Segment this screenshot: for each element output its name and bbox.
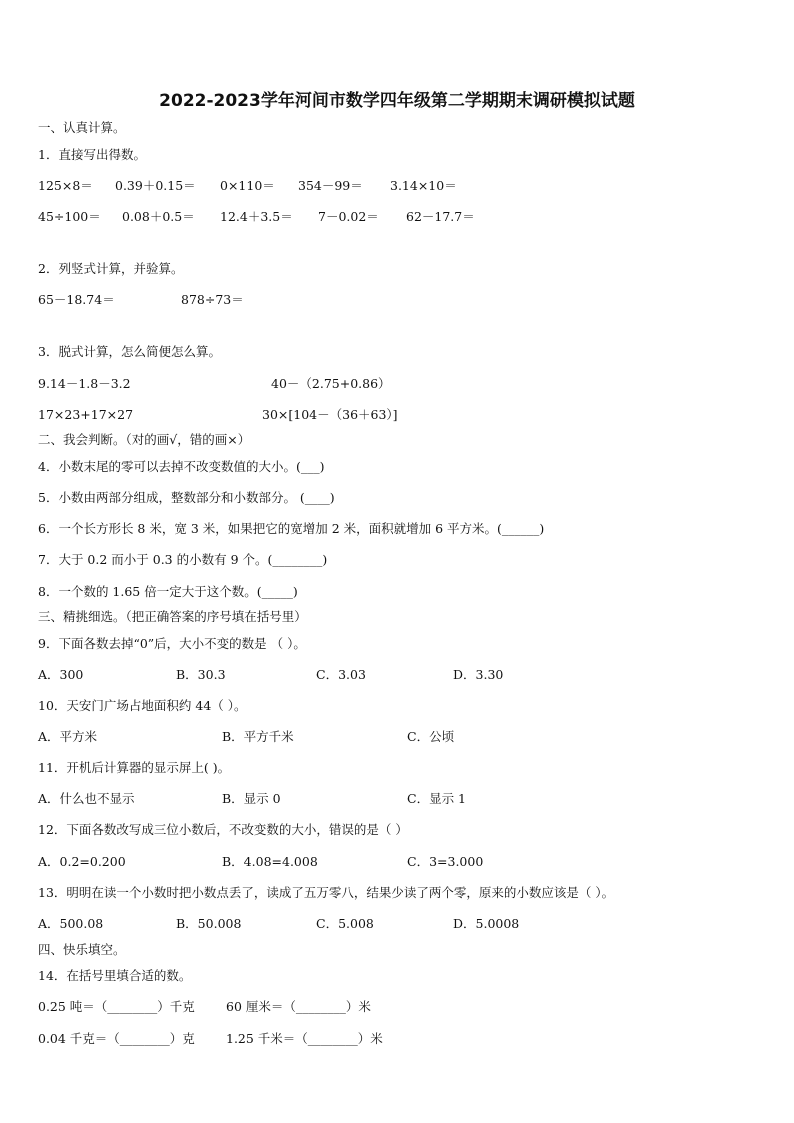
option-c: C．3=3.000 (407, 854, 484, 869)
q14-item: 0.25 吨＝（________）千克 (38, 999, 195, 1014)
q3-item: 17×23+17×27 (38, 407, 134, 422)
q14-item: 60 厘米＝（________）米 (226, 999, 371, 1014)
q1-item: 12.4＋3.5＝ (220, 209, 293, 224)
section-1-heading: 一、认真计算。 (38, 120, 126, 135)
q1-item: 0×110＝ (220, 178, 275, 193)
judge-question: 6．一个长方形长 8 米，宽 3 米，如果把它的宽增加 2 米，面积就增加 6 平方米。(______) (38, 521, 545, 536)
q13-stem: 13．明明在读一个小数时把小数点丢了，读成了五万零八，结果少读了两个零，原来的小数应该是（ ）。 (38, 885, 615, 900)
option-c: C．5.008 (316, 916, 374, 931)
option-a: A．平方米 (38, 729, 98, 744)
option-a: A．什么也不显示 (38, 791, 135, 806)
option-c: C．公顷 (407, 729, 455, 744)
q10-stem: 10．天安门广场占地面积约 44（ ）。 (38, 698, 247, 713)
section-3-heading: 三、精挑细选。（把正确答案的序号填在括号里） (38, 609, 307, 624)
option-a: A．500.08 (38, 916, 104, 931)
option-b: B．显示 0 (222, 791, 281, 806)
q1-item: 7－0.02＝ (318, 209, 379, 224)
option-b: B．4.08=4.008 (222, 854, 318, 869)
option-c: C．3.03 (316, 667, 366, 682)
option-c: C．显示 1 (407, 791, 466, 806)
option-d: D．3.30 (453, 667, 504, 682)
section-2-heading: 二、我会判断。（对的画√，错的画×） (38, 432, 251, 447)
judge-question: 5．小数由两部分组成，整数部分和小数部分。 (____) (38, 490, 335, 505)
q2-item: 65－18.74＝ (38, 292, 115, 307)
q1-item: 354－99＝ (298, 178, 363, 193)
q14-stem: 14．在括号里填合适的数。 (38, 968, 192, 983)
q1-item: 62－17.7＝ (406, 209, 475, 224)
q1-item: 45÷100＝ (38, 209, 101, 224)
q2-item: 878÷73＝ (181, 292, 244, 307)
option-a: A．0.2=0.200 (38, 854, 126, 869)
option-a: A．300 (38, 667, 84, 682)
page-title: 2022-2023学年河间市数学四年级第二学期期末调研模拟试题 (159, 91, 635, 111)
q1-item: 3.14×10＝ (390, 178, 457, 193)
q3-stem: 3．脱式计算，怎么简便怎么算。 (38, 344, 221, 359)
q3-item: 30×[104－（36＋63）] (262, 407, 398, 422)
q3-item: 9.14－1.8－3.2 (38, 376, 131, 391)
q1-item: 125×8＝ (38, 178, 93, 193)
q12-stem: 12．下面各数改写成三位小数后，不改变数的大小，错误的是（ ） (38, 822, 408, 837)
option-b: B．30.3 (176, 667, 226, 682)
q14-item: 0.04 千克＝（________）克 (38, 1031, 195, 1046)
q14-item: 1.25 千米＝（________）米 (226, 1031, 383, 1046)
option-b: B．50.008 (176, 916, 242, 931)
q2-stem: 2．列竖式计算，并验算。 (38, 261, 184, 276)
q1-item: 0.39＋0.15＝ (115, 178, 196, 193)
judge-question: 4．小数末尾的零可以去掉不改变数值的大小。(___) (38, 459, 325, 474)
q3-item: 40－（2.75+0.86） (271, 376, 391, 391)
q11-stem: 11．开机后计算器的显示屏上( )。 (38, 760, 231, 775)
option-b: B．平方千米 (222, 729, 294, 744)
q9-stem: 9．下面各数去掉“0”后，大小不变的数是 （ ）。 (38, 636, 306, 651)
section-4-heading: 四、快乐填空。 (38, 942, 126, 957)
judge-question: 7．大于 0.2 而小于 0.3 的小数有 9 个。(________) (38, 552, 328, 567)
judge-question: 8．一个数的 1.65 倍一定大于这个数。(_____) (38, 584, 298, 599)
q1-item: 0.08＋0.5＝ (122, 209, 195, 224)
option-d: D．5.0008 (453, 916, 520, 931)
q1-stem: 1．直接写出得数。 (38, 147, 146, 162)
